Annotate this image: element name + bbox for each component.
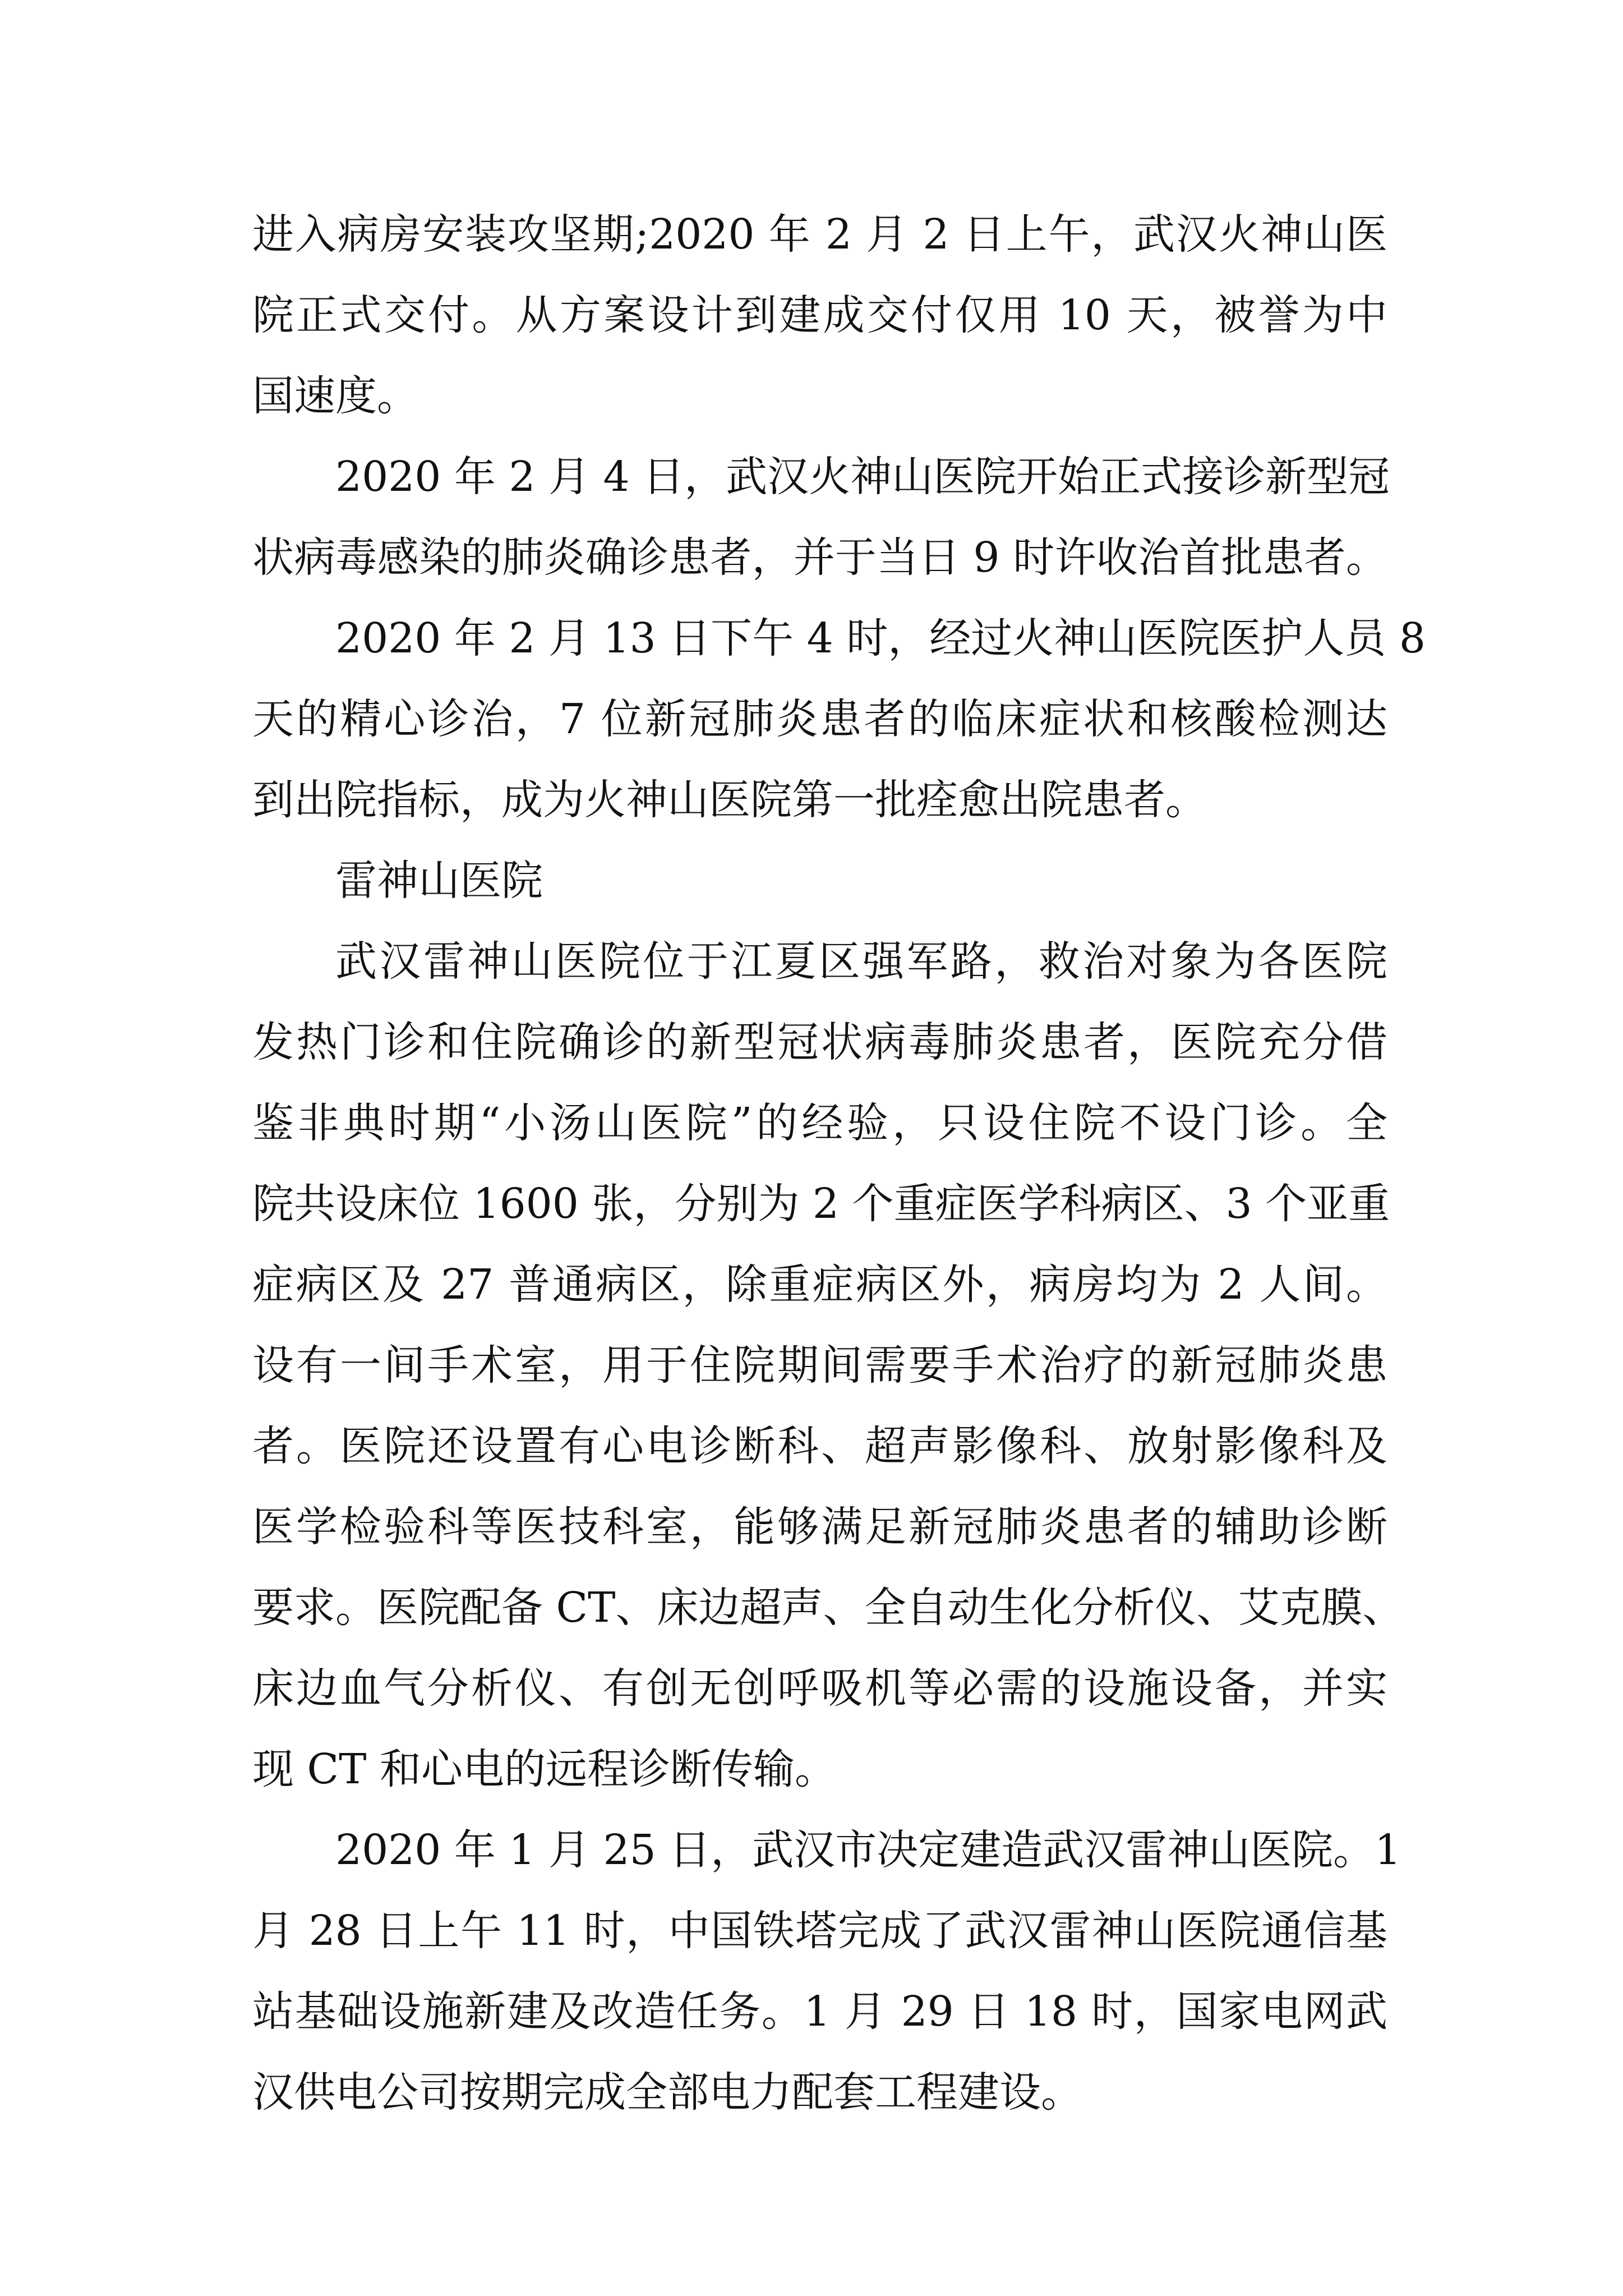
text-line: 站基础设施新建及改造任务。1 月 29 日 18 时，国家电网武 — [252, 1987, 1387, 2036]
text-line: 月 28 日上午 11 时，中国铁塔完成了武汉雷神山医院通信基 — [252, 1907, 1387, 1955]
text-line: 现 CT 和心电的远程诊断传输。 — [252, 1745, 837, 1793]
body-text — [252, 194, 1426, 2133]
text-line: 院共设床位 1600 张，分别为 2 个重症医学科病区、3 个亚重 — [252, 1180, 1390, 1228]
text-line: 汉供电公司按期完成全部电力配套工程建设。 — [252, 2068, 1082, 2116]
text-line: 2020 年 1 月 25 日，武汉市决定建造武汉雷神山医院。1 — [335, 1826, 1401, 1874]
text-line: 要求。医院配备 CT、床边超声、全自动生化分析仪、艾克膜、 — [252, 1584, 1404, 1632]
text-line: 院正式交付。从方案设计到建成交付仅用 10 天，被誉为中 — [252, 291, 1387, 339]
text-line: 床边血气分析仪、有创无创呼吸机等必需的设施设备，并实 — [252, 1664, 1387, 1713]
text-line: 2020 年 2 月 4 日，武汉火神山医院开始正式接诊新型冠 — [335, 453, 1390, 501]
text-line: 到出院指标，成为火神山医院第一批痊愈出院患者。 — [252, 776, 1207, 824]
text-line: 国速度。 — [252, 372, 418, 420]
text-line: 设有一间手术室，用于住院期间需要手术治疗的新冠肺炎患 — [252, 1341, 1387, 1389]
text-line: 状病毒感染的肺炎确诊患者，并于当日 9 时许收治首批患者。 — [252, 533, 1387, 582]
text-line: 医学检验科等医技科室，能够满足新冠肺炎患者的辅助诊断 — [252, 1503, 1387, 1551]
text-line: 武汉雷神山医院位于江夏区强军路，救治对象为各医院 — [335, 937, 1387, 986]
text-line: 天的精心诊治，7 位新冠肺炎患者的临床症状和核酸检测达 — [252, 695, 1387, 743]
text-line: 者。医院还设置有心电诊断科、超声影像科、放射影像科及 — [252, 1422, 1387, 1470]
text-line: 2020 年 2 月 13 日下午 4 时，经过火神山医院医护人员 8 — [335, 614, 1426, 662]
section-heading: 雷神山医院 — [335, 857, 543, 905]
text-line: 进入病房安装攻坚期;2020 年 2 月 2 日上午，武汉火神山医 — [252, 210, 1387, 259]
text-line: 发热门诊和住院确诊的新型冠状病毒肺炎患者，医院充分借 — [252, 1018, 1387, 1066]
text-line: 鉴非典时期“小汤山医院”的经验，只设住院不设门诊。全 — [252, 1099, 1387, 1147]
text-line: 症病区及 27 普通病区，除重症病区外，病房均为 2 人间。 — [252, 1260, 1387, 1309]
